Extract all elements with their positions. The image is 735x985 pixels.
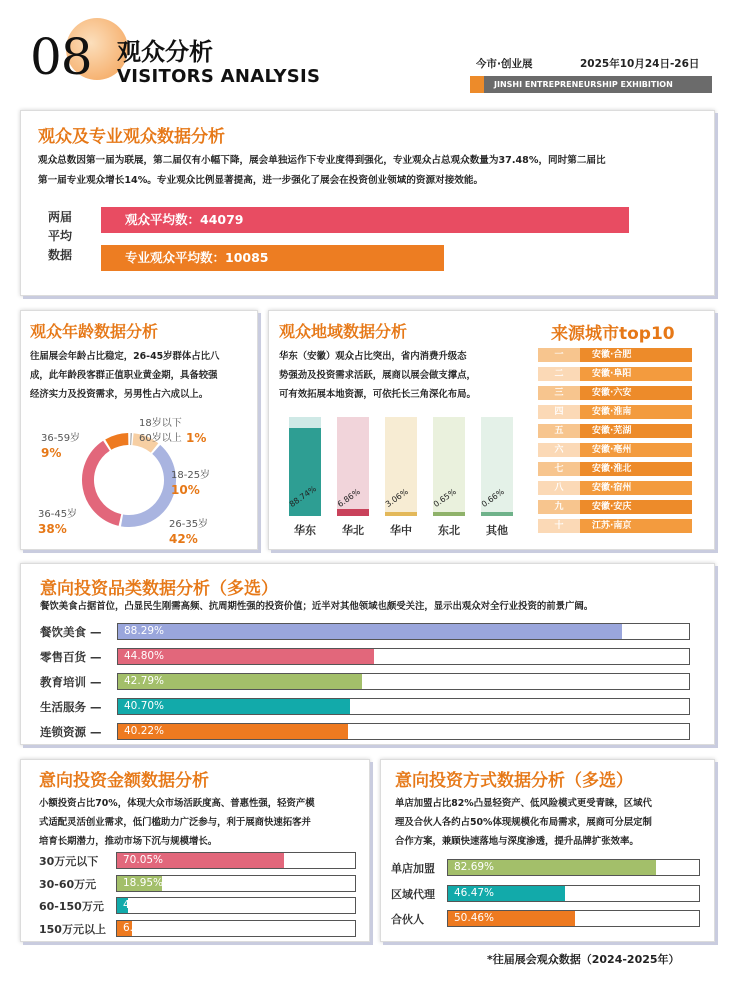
event-name-en: JINSHI ENTREPRENEURSHIP EXHIBITION — [494, 80, 673, 89]
top10-rank: 六 — [538, 443, 580, 457]
top10-city: 安徽·宿州 — [580, 481, 692, 495]
amount-bar-track — [116, 852, 356, 869]
top10-city: 安徽·安庆 — [580, 500, 692, 514]
top10-row — [538, 386, 692, 400]
top10-city: 江苏·南京 — [580, 519, 692, 533]
category-bar-fill — [118, 624, 622, 639]
region-bar-name: 华东 — [294, 524, 316, 537]
visitor-average-bar: 观众平均数：44079 — [101, 207, 629, 233]
amount-title: 意向投资金额数据分析 — [39, 771, 209, 791]
region-title: 观众地域数据分析 — [279, 322, 408, 341]
category-bar-fill — [118, 724, 348, 739]
category-bar-label: 连锁资源 — — [40, 725, 102, 739]
region-desc-line-3: 可有效拓展本地资源，可依托长三角深化布局。 — [279, 389, 476, 400]
top10-city: 安徽·淮北 — [580, 462, 692, 476]
category-title: 意向投资品类数据分析（多选） — [40, 579, 278, 599]
method-card — [380, 759, 715, 942]
top10-row — [538, 519, 692, 533]
top10-rank: 八 — [538, 481, 580, 495]
donut-slice — [122, 449, 170, 521]
top10-row — [538, 481, 692, 495]
region-bar-name: 东北 — [438, 524, 460, 537]
age-desc-line-3: 经济实力及投资需求，另男性占六成以上。 — [30, 389, 209, 400]
category-bar-track — [117, 673, 690, 690]
amount-bar-track — [116, 897, 356, 914]
amount-card — [20, 759, 370, 942]
top10-row — [538, 424, 692, 438]
donut-slice — [108, 439, 128, 445]
method-bar-fill — [448, 911, 575, 926]
top10-city: 安徽·合肥 — [580, 348, 692, 362]
page-title-cn: 观众分析 — [117, 38, 213, 66]
top10-rank: 二 — [538, 367, 580, 381]
category-bar-fill — [118, 649, 374, 664]
avg-label-2: 平均 — [48, 229, 73, 243]
top10-rank: 五 — [538, 424, 580, 438]
method-bar-label: 区域代理 — [391, 887, 435, 901]
top10-rank: 三 — [538, 386, 580, 400]
age-label-36-45: 36-45岁 — [38, 509, 78, 520]
amount-bar-value: 4.55% — [123, 899, 157, 911]
event-banner — [470, 76, 712, 93]
top10-row — [538, 367, 692, 381]
amount-bar-label: 30-60万元 — [39, 877, 97, 891]
age-label-26-35: 26-35岁 — [169, 519, 209, 530]
top10-row — [538, 500, 692, 514]
amount-bar-value: 18.95% — [123, 876, 164, 889]
event-name: 今市·创业展 — [476, 58, 533, 70]
region-bar-value: 3.06% — [383, 487, 410, 509]
region-bar-fill — [337, 509, 369, 516]
top10-city: 安徽·芜湖 — [580, 424, 692, 438]
region-bar-value: 88.74% — [287, 484, 318, 509]
visitors-desc-line-2: 第一届专业观众增长14%。专业观众比例显著提高，进一步强化了展会在投资创业领域的资源对接效能。 — [38, 175, 484, 186]
category-card — [20, 563, 715, 745]
region-bar-fill — [385, 512, 417, 516]
amount-desc-line-2: 式适配灵活创业需求，低门槛助力广泛参与，利于展商快速拓客并 — [39, 817, 311, 828]
banner-accent — [470, 76, 484, 93]
age-title: 观众年龄数据分析 — [30, 322, 159, 341]
region-bar-fill — [433, 512, 465, 516]
amount-bar-fill — [117, 898, 157, 913]
category-bar-label: 教育培训 — — [40, 675, 102, 689]
method-bar-fill — [448, 886, 565, 901]
method-bar-value: 46.47% — [454, 886, 495, 899]
age-value-42pct: 42% — [169, 532, 198, 546]
region-bar-name: 华北 — [342, 524, 364, 537]
donut-slice — [88, 446, 120, 520]
method-bar-track — [447, 910, 700, 927]
top10-row — [538, 443, 692, 457]
age-value-38pct: 38% — [38, 522, 67, 536]
category-bar-fill — [118, 674, 362, 689]
category-bar-value: 88.29% — [124, 625, 165, 637]
method-desc-line-3: 合作方案，兼顾快速落地与深度渗透，提升品牌扩张效率。 — [395, 836, 639, 847]
section-number: 08 — [30, 28, 92, 86]
age-card — [20, 310, 258, 550]
top10-city: 安徽·六安 — [580, 386, 692, 400]
age-label-18-25: 18-25岁 — [171, 470, 211, 481]
top10-row — [538, 462, 692, 476]
region-bar-value: 0.65% — [431, 487, 458, 509]
method-bar-value: 82.69% — [454, 861, 495, 873]
category-bar-track — [117, 723, 690, 740]
category-bar-label: 生活服务 — — [40, 700, 102, 714]
category-bar-track — [117, 623, 690, 640]
top10-row — [538, 405, 692, 419]
category-bar-track — [117, 698, 690, 715]
top10-rank: 四 — [538, 405, 580, 419]
amount-bar-fill — [117, 876, 162, 891]
amount-bar-value: 6.45% — [123, 921, 157, 934]
age-value-9pct: 9% — [41, 446, 62, 460]
method-bar-label: 单店加盟 — [391, 862, 435, 875]
top10-rank: 十 — [538, 519, 580, 533]
method-bar-track — [447, 859, 700, 876]
amount-bar-label: 150万元以上 — [39, 922, 106, 936]
top10-row — [538, 348, 692, 362]
top10-rank: 一 — [538, 348, 580, 362]
method-bar-label: 合伙人 — [391, 913, 424, 926]
age-desc-line-2: 成，此年龄段客群正值职业黄金期，具备较强 — [30, 370, 218, 381]
age-value-1pct: 1% — [186, 431, 207, 445]
age-label-36-59: 36-59岁 — [41, 433, 81, 444]
pro-visitor-average-bar: 专业观众平均数：10085 — [101, 245, 444, 271]
category-bar-value: 42.79% — [124, 675, 165, 687]
avg-label-3: 数据 — [48, 248, 73, 262]
category-bar-label: 零售百货 — — [40, 650, 102, 664]
amount-desc-line-3: 培育长期潜力，推动市场下沉与规模增长。 — [39, 836, 218, 847]
category-bar-label: 餐饮美食 — — [40, 625, 102, 639]
age-value-10pct: 10% — [171, 483, 200, 497]
region-bar-fill — [481, 512, 513, 516]
amount-bar-fill — [117, 921, 157, 936]
age-label-under18: 18岁以下 — [139, 418, 182, 429]
region-desc-line-2: 势强劲及投资需求活跃，展商以展会做支撑点， — [279, 370, 476, 381]
top10-title: 来源城市top10 — [551, 324, 675, 344]
top10-city: 安徽·淮南 — [580, 405, 692, 419]
method-desc-line-1: 单店加盟占比82%凸显轻资产、低风险模式更受青睐，区域代 — [395, 798, 652, 809]
category-desc: 餐饮美食占据首位，凸显民生刚需高频、抗周期性强的投资价值；近半对其他领域也颇受关注，显示出观众对全行业投资的前景广阔。 — [40, 601, 594, 612]
visitors-desc-line-1: 观众总数因第一届为联展，第二届仅有小幅下降，展会单独运作下专业度得到强化，专业观众占总观众数量为37.48%，同时第二届比 — [38, 155, 606, 166]
region-bar-value: 6.86% — [335, 487, 362, 509]
page-title-en: VISITORS ANALYSIS — [117, 66, 321, 87]
amount-bar-label: 30万元以下 — [39, 855, 99, 868]
method-bar-fill — [448, 860, 656, 875]
amount-desc-line-1: 小额投资占比70%，体现大众市场活跃度高、普惠性强，轻资产模 — [39, 798, 315, 809]
visitors-card — [20, 110, 715, 296]
top10-city: 安徽·阜阳 — [580, 367, 692, 381]
region-bar-name: 其他 — [486, 524, 508, 537]
amount-bar-track — [116, 875, 356, 892]
age-label-over60: 60岁以上 — [139, 433, 182, 444]
age-desc-line-1: 往届展会年龄占比稳定，26-45岁群体占比八 — [30, 351, 220, 362]
top10-rank: 九 — [538, 500, 580, 514]
top10-city: 安徽·亳州 — [580, 443, 692, 457]
top10-rank: 七 — [538, 462, 580, 476]
amount-bar-value: 70.05% — [123, 854, 164, 866]
page-header — [0, 0, 735, 100]
amount-bar-track — [116, 920, 356, 937]
region-desc-line-1: 华东（安徽）观众占比突出，省内消费升级态 — [279, 351, 467, 362]
method-desc-line-2: 理及合伙人各约占50%体现规模化布局需求，展商可分层定制 — [395, 817, 652, 828]
category-bar-track — [117, 648, 690, 665]
avg-label-1: 两届 — [48, 210, 73, 224]
region-bar-name: 华中 — [390, 524, 412, 537]
visitors-title: 观众及专业观众数据分析 — [38, 127, 225, 147]
category-bar-fill — [118, 699, 350, 714]
footnote: *往届展会观众数据（2024-2025年） — [487, 953, 680, 966]
amount-bar-fill — [117, 853, 284, 868]
region-bar-value: 0.66% — [479, 487, 506, 509]
category-bar-value: 44.80% — [124, 650, 165, 662]
event-date: 2025年10月24日-26日 — [580, 58, 700, 70]
amount-bar-label: 60-150万元 — [39, 900, 104, 913]
category-bar-value: 40.22% — [124, 725, 165, 737]
category-bar-value: 40.70% — [124, 700, 165, 712]
method-bar-value: 50.46% — [454, 912, 495, 924]
method-title: 意向投资方式数据分析（多选） — [395, 771, 633, 791]
method-bar-track — [447, 885, 700, 902]
